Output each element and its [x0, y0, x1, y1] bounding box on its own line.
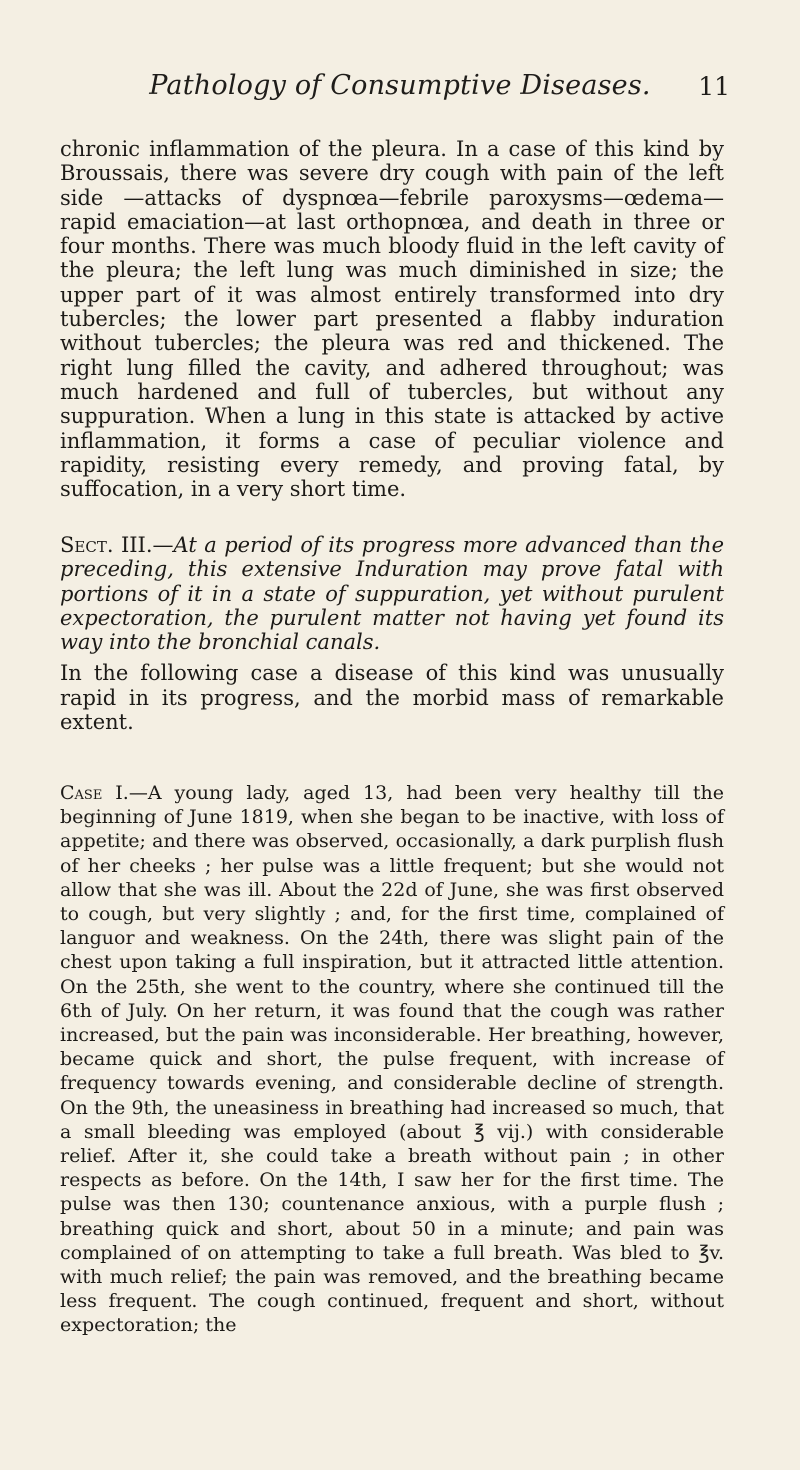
- case-text: —A young lady, aged 13, had been very healthy till the beginning of June 1819, when she began to be inactive, with loss of appetite; and there was observed, occasionally, a dark purplish flush of her cheeks ; her pulse was a little frequent; but she would not allow that she was ill. About the 22d of June, she was first observed to cough, but very slightly ; and, for the first time, complained of languor and weakness. On the 24th, there was slight pain of the chest upon taking a full inspiration, but it attracted little attention. On the 25th, she went to the country, where she continued till the 6th of July. On her return, it was found that the cough was rather increased, but the pain was inconsiderable. Her breathing, however, became quick and short, the pulse frequent, with increase of frequency towards evening, and considerable decline of strength. On the 9th, the uneasiness in breathing had increased so much, that a small bleeding was employed (about ℥ vij.) with considerable relief. After it, she could take a breath without pain ; in other respects as before. On the 14th, I saw her for the first time. The pulse was then 130; countenance anxious, with a purple flush ; breathing quick and short, about 50 in a minute; and pain was complained of on attempting to take a full breath. Was bled to ℥v. with much relief; the pain was removed, and the breathing became less frequent. The cough continued, frequent and short, without expectoration; the: [60, 782, 725, 1337]
- running-title: Pathology of Consumptive Diseases.: [149, 70, 651, 101]
- paragraph-continued: chronic inflammation of the pleura. In a case of this kind by Broussais, there was severe dry cough with pain of the left side —attacks of dyspnœa—febrile paroxysms—œdema—rapid emaciation—at last orthopnœa, and death in three or four months. There was much bloody fluid in the left cavity of the pleura; the left lung was much diminished in size; the upper part of it was almost entirely transformed into dry tubercles; the lower part presented a flabby induration without tubercles; the pleura was red and thickened. The right lung filled the cavity, and adhered throughout; was much hardened and full of tubercles, but without any suppuration. When a lung in this state is attacked by active inflammation, it forms a case of peculiar violence and rapidity, resisting every remedy, and proving fatal, by suffocation, in a very short time.: [60, 137, 724, 502]
- section-title: At a period of its progress more advanced than the preceding, this extensive Induration may prove fatal with portions of it in a state of suppuration, yet without purulent expectoration, the purulent matter not having yet found its way into the bronchial canals.: [60, 533, 725, 655]
- section-heading: [60, 533, 724, 654]
- case-label: Case I.: [60, 782, 129, 804]
- running-head: [40, 70, 760, 110]
- page-number: 11: [698, 72, 730, 101]
- paragraph-intro: In the following case a disease of this kind was unusually rapid in its progress, and the morbid mass of remarkable extent.: [60, 661, 724, 734]
- case-paragraph: [60, 781, 724, 1338]
- section-label: Sect. III.—: [60, 533, 174, 557]
